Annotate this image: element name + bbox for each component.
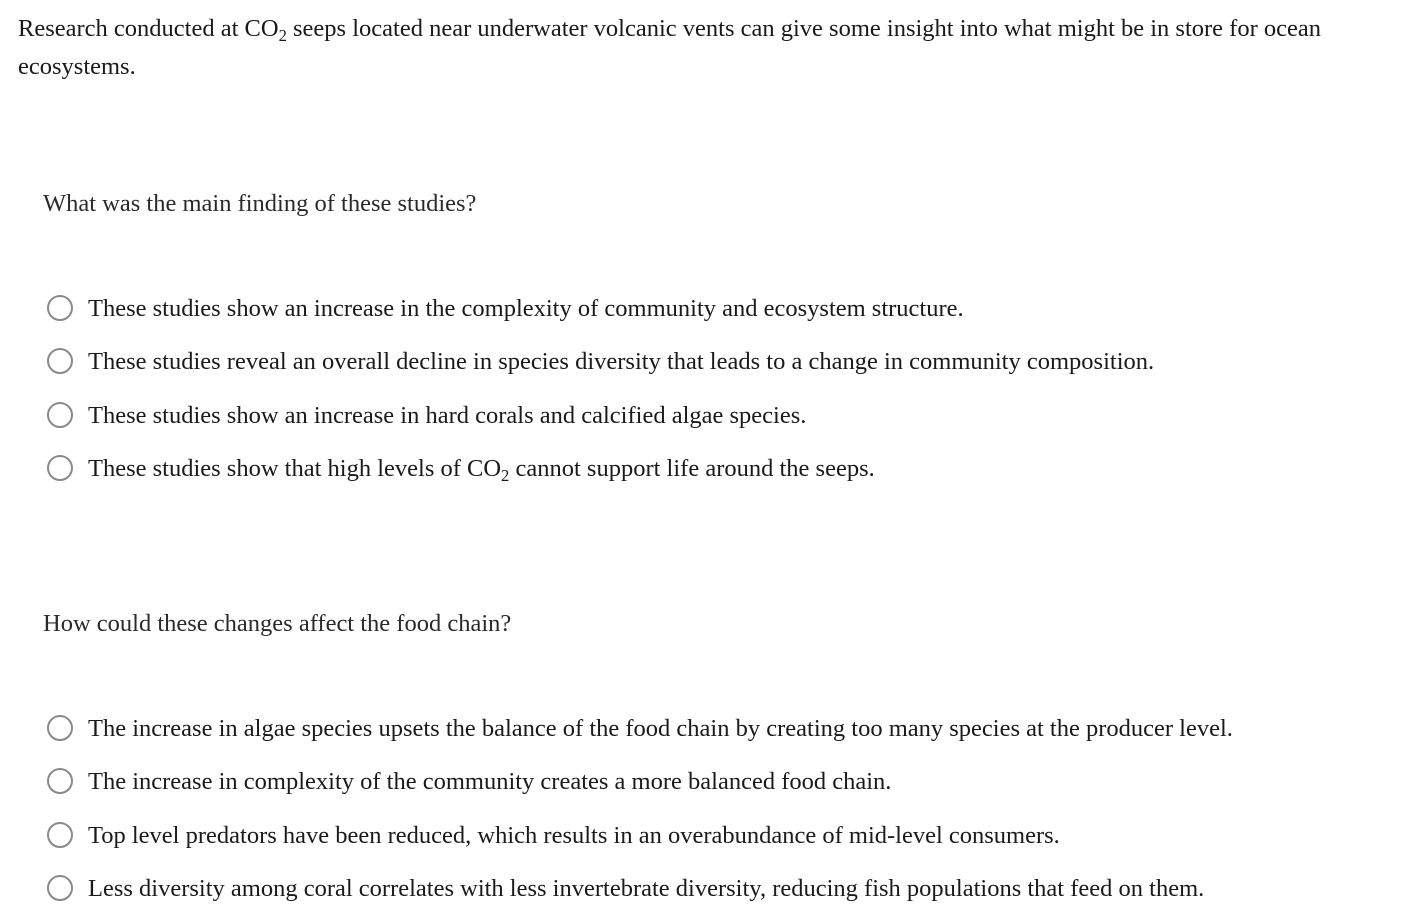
option-label (88, 455, 875, 486)
question-2-option-1[interactable] (47, 702, 1233, 756)
question-2-prompt: How could these changes affect the food chain? (43, 610, 512, 637)
option-label: These studies show an increase in hard corals and calcified algae species. (88, 401, 807, 429)
question-1-option-1[interactable] (47, 282, 1154, 336)
intro-paragraph (18, 10, 1393, 86)
option-text-end: cannot support life around the seeps. (509, 455, 875, 483)
option-label: Less diversity among coral correlates with less invertebrate diversity, reducing fish populations that feed on them. (88, 875, 1205, 903)
option-label: Top level predators have been reduced, which results in an overabundance of mid-level consumers. (88, 821, 1060, 849)
option-text-start: These studies show that high levels of CO (88, 455, 502, 483)
question-1-options (47, 282, 1154, 496)
radio-button-icon[interactable] (47, 768, 73, 794)
option-label: The increase in complexity of the community creates a more balanced food chain. (88, 768, 892, 796)
question-2-option-4[interactable] (47, 863, 1233, 917)
option-subscript: 2 (501, 466, 510, 486)
question-1-option-4[interactable] (47, 443, 1154, 497)
radio-button-icon[interactable] (47, 715, 73, 741)
question-1-prompt: What was the main finding of these studies? (43, 190, 477, 217)
question-1-option-2[interactable] (47, 336, 1154, 390)
option-label: These studies show an increase in the complexity of community and ecosystem structure. (88, 294, 964, 322)
intro-subscript: 2 (278, 25, 287, 45)
radio-button-icon[interactable] (47, 822, 73, 848)
option-label: The increase in algae species upsets the balance of the food chain by creating too many species at the producer level. (88, 714, 1233, 742)
intro-text-start: Research conducted at CO (18, 15, 279, 42)
intro-text-end: seeps located near underwater volcanic vents can give some insight into what might be in store for ocean ecosystems. (18, 15, 1321, 80)
option-label: These studies reveal an overall decline in species diversity that leads to a change in community composition. (88, 348, 1155, 376)
radio-button-icon[interactable] (47, 348, 73, 374)
question-2-options (47, 702, 1233, 916)
radio-button-icon[interactable] (47, 455, 73, 481)
radio-button-icon[interactable] (47, 875, 73, 901)
radio-button-icon[interactable] (47, 295, 73, 321)
question-2-option-3[interactable] (47, 809, 1233, 863)
question-2-option-2[interactable] (47, 756, 1233, 810)
question-1-option-3[interactable] (47, 389, 1154, 443)
radio-button-icon[interactable] (47, 402, 73, 428)
